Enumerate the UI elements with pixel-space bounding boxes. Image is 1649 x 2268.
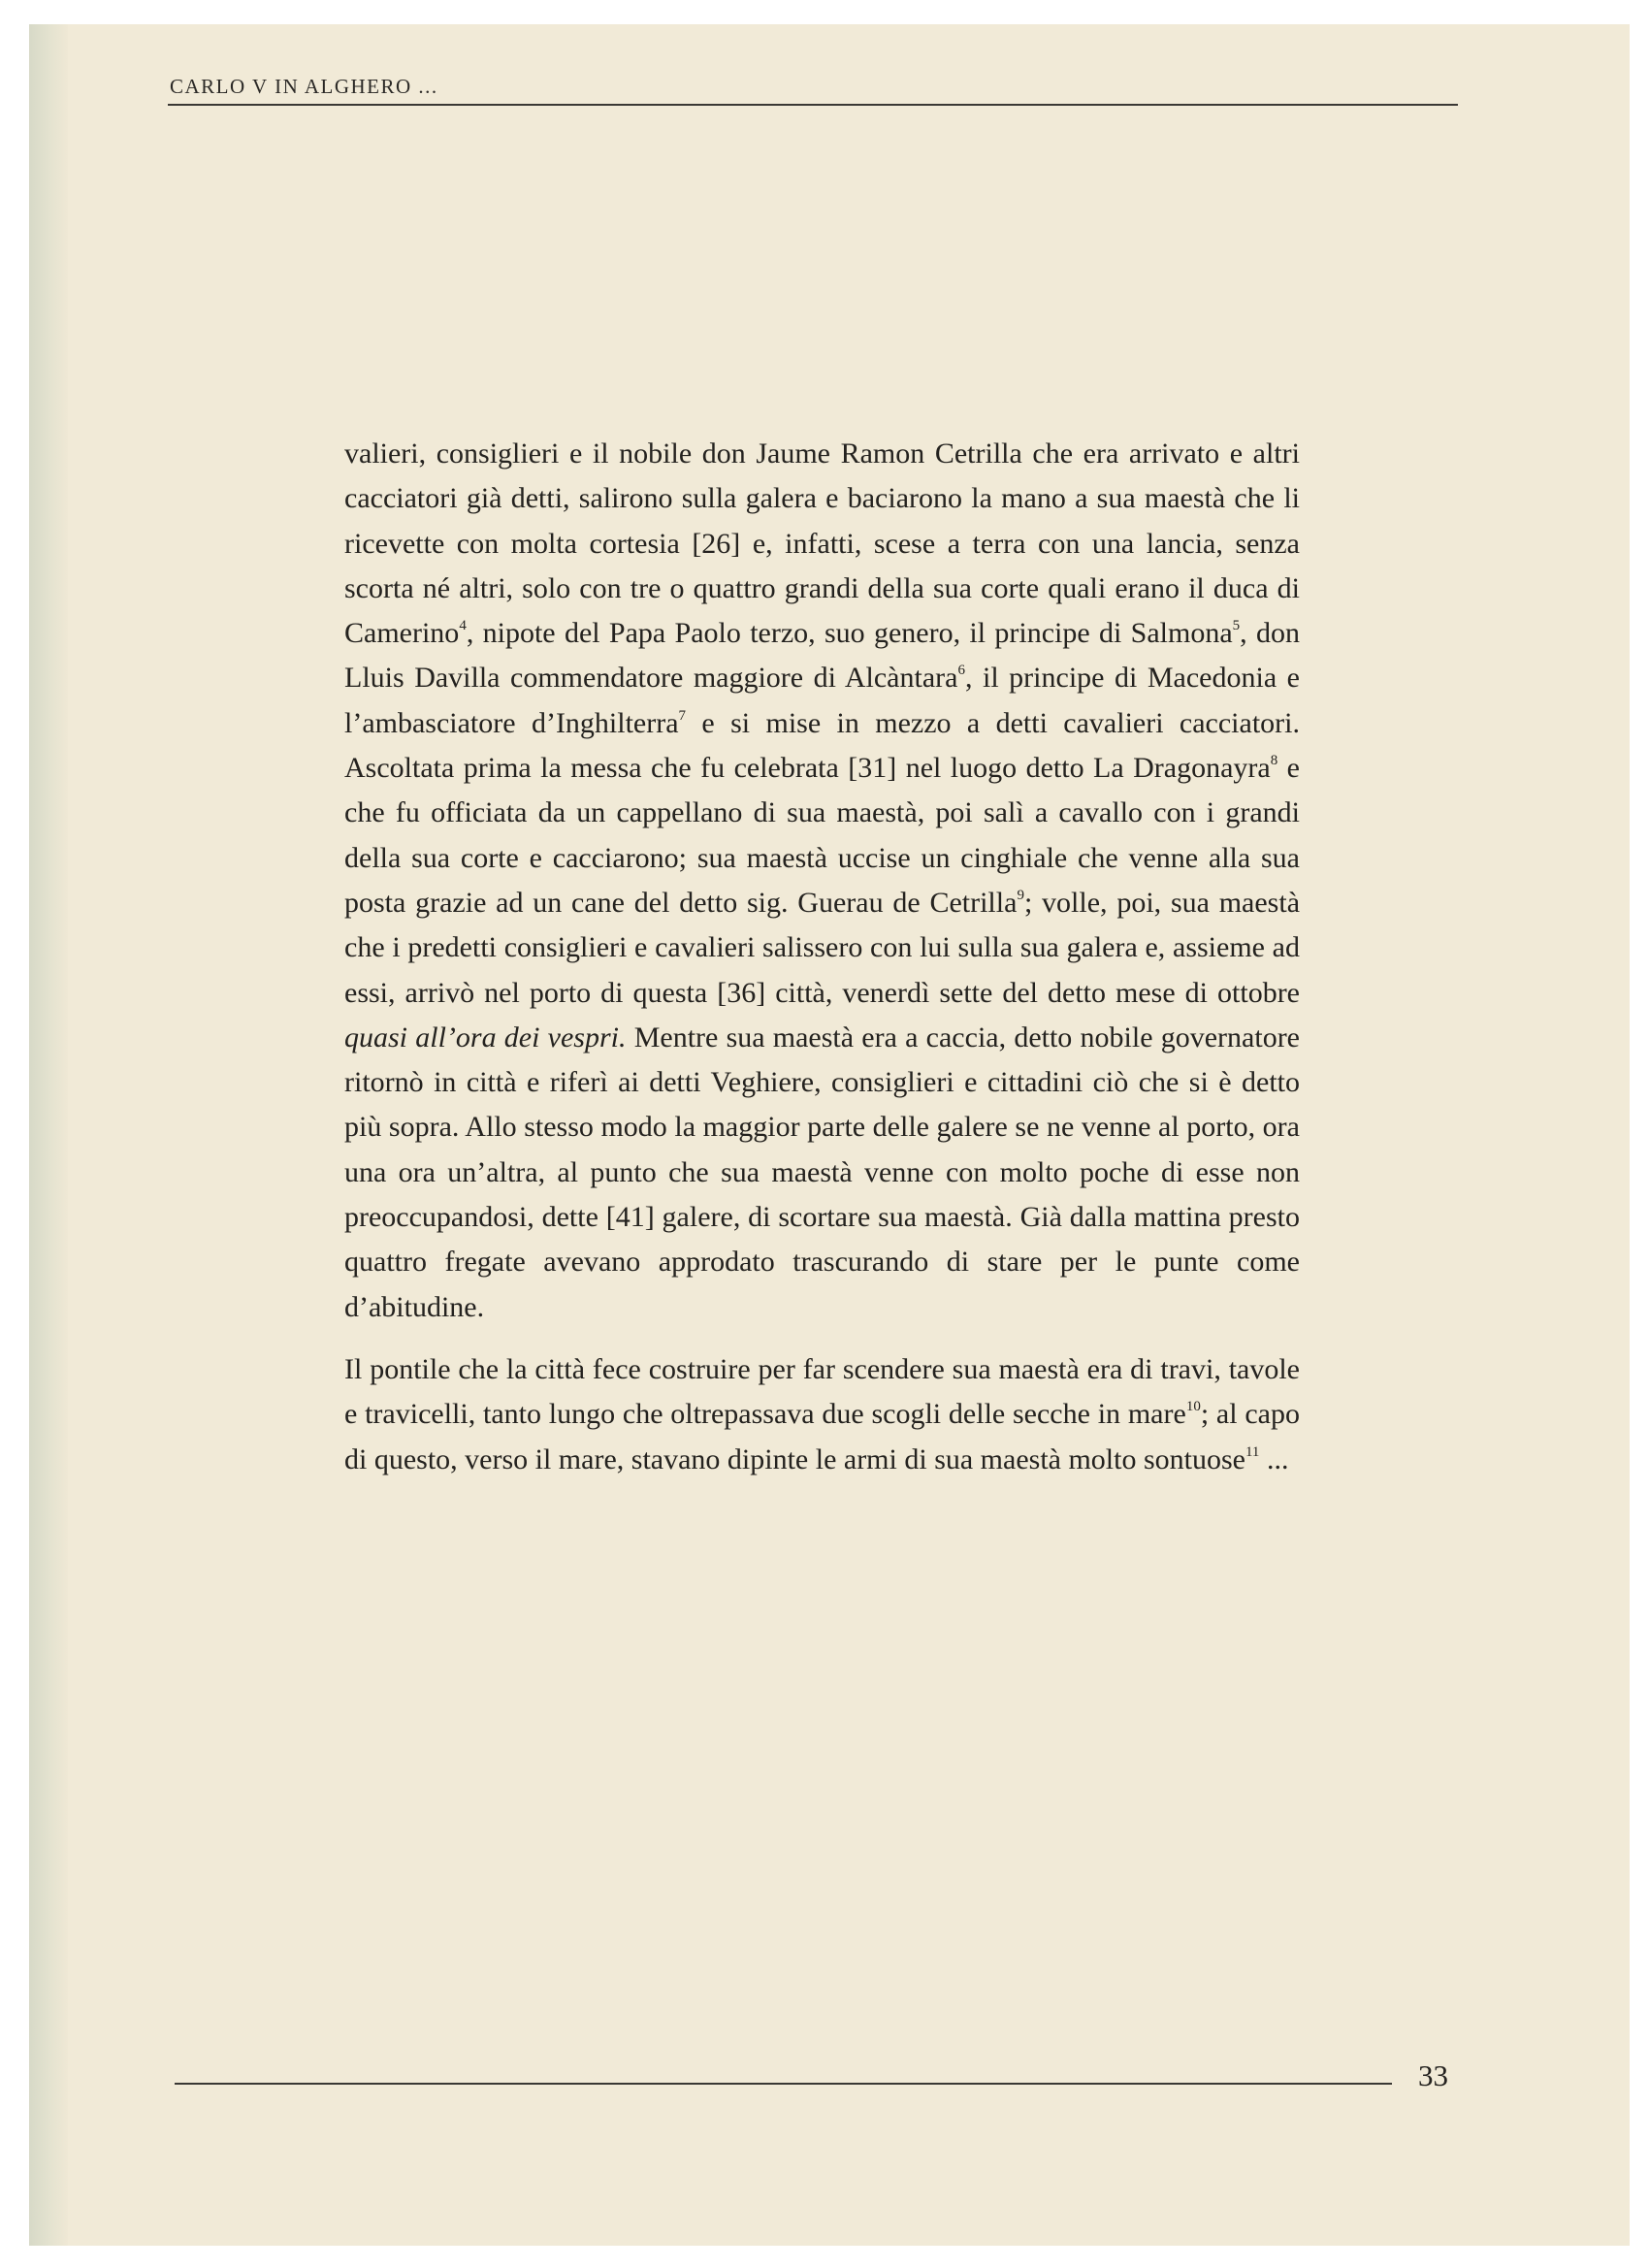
text-run: , don Lluis Davilla commendatore maggiore di Alcàntara [344, 617, 1300, 695]
header-rule [168, 104, 1458, 106]
page-binding-shadow [29, 24, 68, 2246]
text-run: , il principe di Macedonia e l’ambasciatore d’Inghilterra [344, 662, 1300, 739]
text-run: ... [1259, 1442, 1289, 1475]
footnote-marker: 9 [1017, 887, 1024, 903]
footnote-marker: 8 [1270, 753, 1278, 769]
footnote-marker: 4 [459, 618, 467, 634]
text-run: e si mise in mezzo a detti cavalieri cacciatori. Ascoltata prima la messa che fu celebrata [31] nel luogo detto La Dragonayra [344, 706, 1300, 785]
footnote-marker: 5 [1232, 618, 1241, 634]
footnote-marker: 7 [678, 707, 687, 724]
book-page [29, 24, 1630, 2246]
text-run: valieri, consiglieri e il nobile don Jaume Ramon Cetrilla che era arrivato e altri cacciatori già detti, salirono sulla galera e baciarono la mano a sua maestà che li ricevette con molta cortesia [26] e, infatti, scese a terra con una lancia, senza scorta né altri, solo con tre o quattro grandi della sua corte quali erano il duca di Camerino [344, 437, 1300, 650]
body-text [344, 432, 1300, 1482]
page-number: 33 [1418, 2058, 1448, 2092]
footnote-marker: 11 [1245, 1443, 1260, 1460]
text-run: , nipote del Papa Paolo terzo, suo genero, il principe di Salmona [466, 617, 1233, 650]
paragraph [344, 1347, 1300, 1482]
paragraph [344, 432, 1300, 1330]
footnote-marker: 10 [1185, 1399, 1201, 1415]
text-run: ; al capo di questo, verso il mare, stavano dipinte le armi di sua maestà molto sontuose [344, 1398, 1301, 1475]
footer-rule [175, 2083, 1392, 2085]
running-head: CARLO V IN ALGHERO ... [170, 75, 438, 98]
italic-text: quasi all’ora dei vespri. [344, 1021, 627, 1053]
text-run: Mentre sua maestà era a caccia, detto nobile governatore ritornò in città e riferì ai detti Veghiere, consiglieri e cittadini ciò che si è detto più sopra. Allo stesso modo la maggior parte delle galere se ne venne al porto, ora una ora un’altra, al punto che sua maestà venne con molto poche di esse non preoccupandosi, dette [41] galere, di scortare sua maestà. Già dalla mattina presto quattro fregate avevano approdato trascurando di stare per le punte come d’abitudine. [344, 1021, 1300, 1323]
text-run: ; volle, poi, sua maestà che i predetti consiglieri e cavalieri salissero con lui sulla sua galera e, assieme ad essi, arrivò nel porto di questa [36] città, venerdì sette del detto mese di ottobre [344, 886, 1301, 1009]
text-run: Il pontile che la città fece costruire per far scendere sua maestà era di travi, tavole e travicelli, tanto lungo che oltrepassava due scogli delle secche in mare [344, 1352, 1300, 1431]
footnote-marker: 6 [957, 663, 965, 679]
text-run: e che fu officiata da un cappellano di sua maestà, poi salì a cavallo con i grandi della sua corte e cacciarono; sua maestà uccise un cinghiale che venne alla sua posta grazie ad un cane del detto sig. Guerau de Cetrilla [344, 752, 1300, 919]
